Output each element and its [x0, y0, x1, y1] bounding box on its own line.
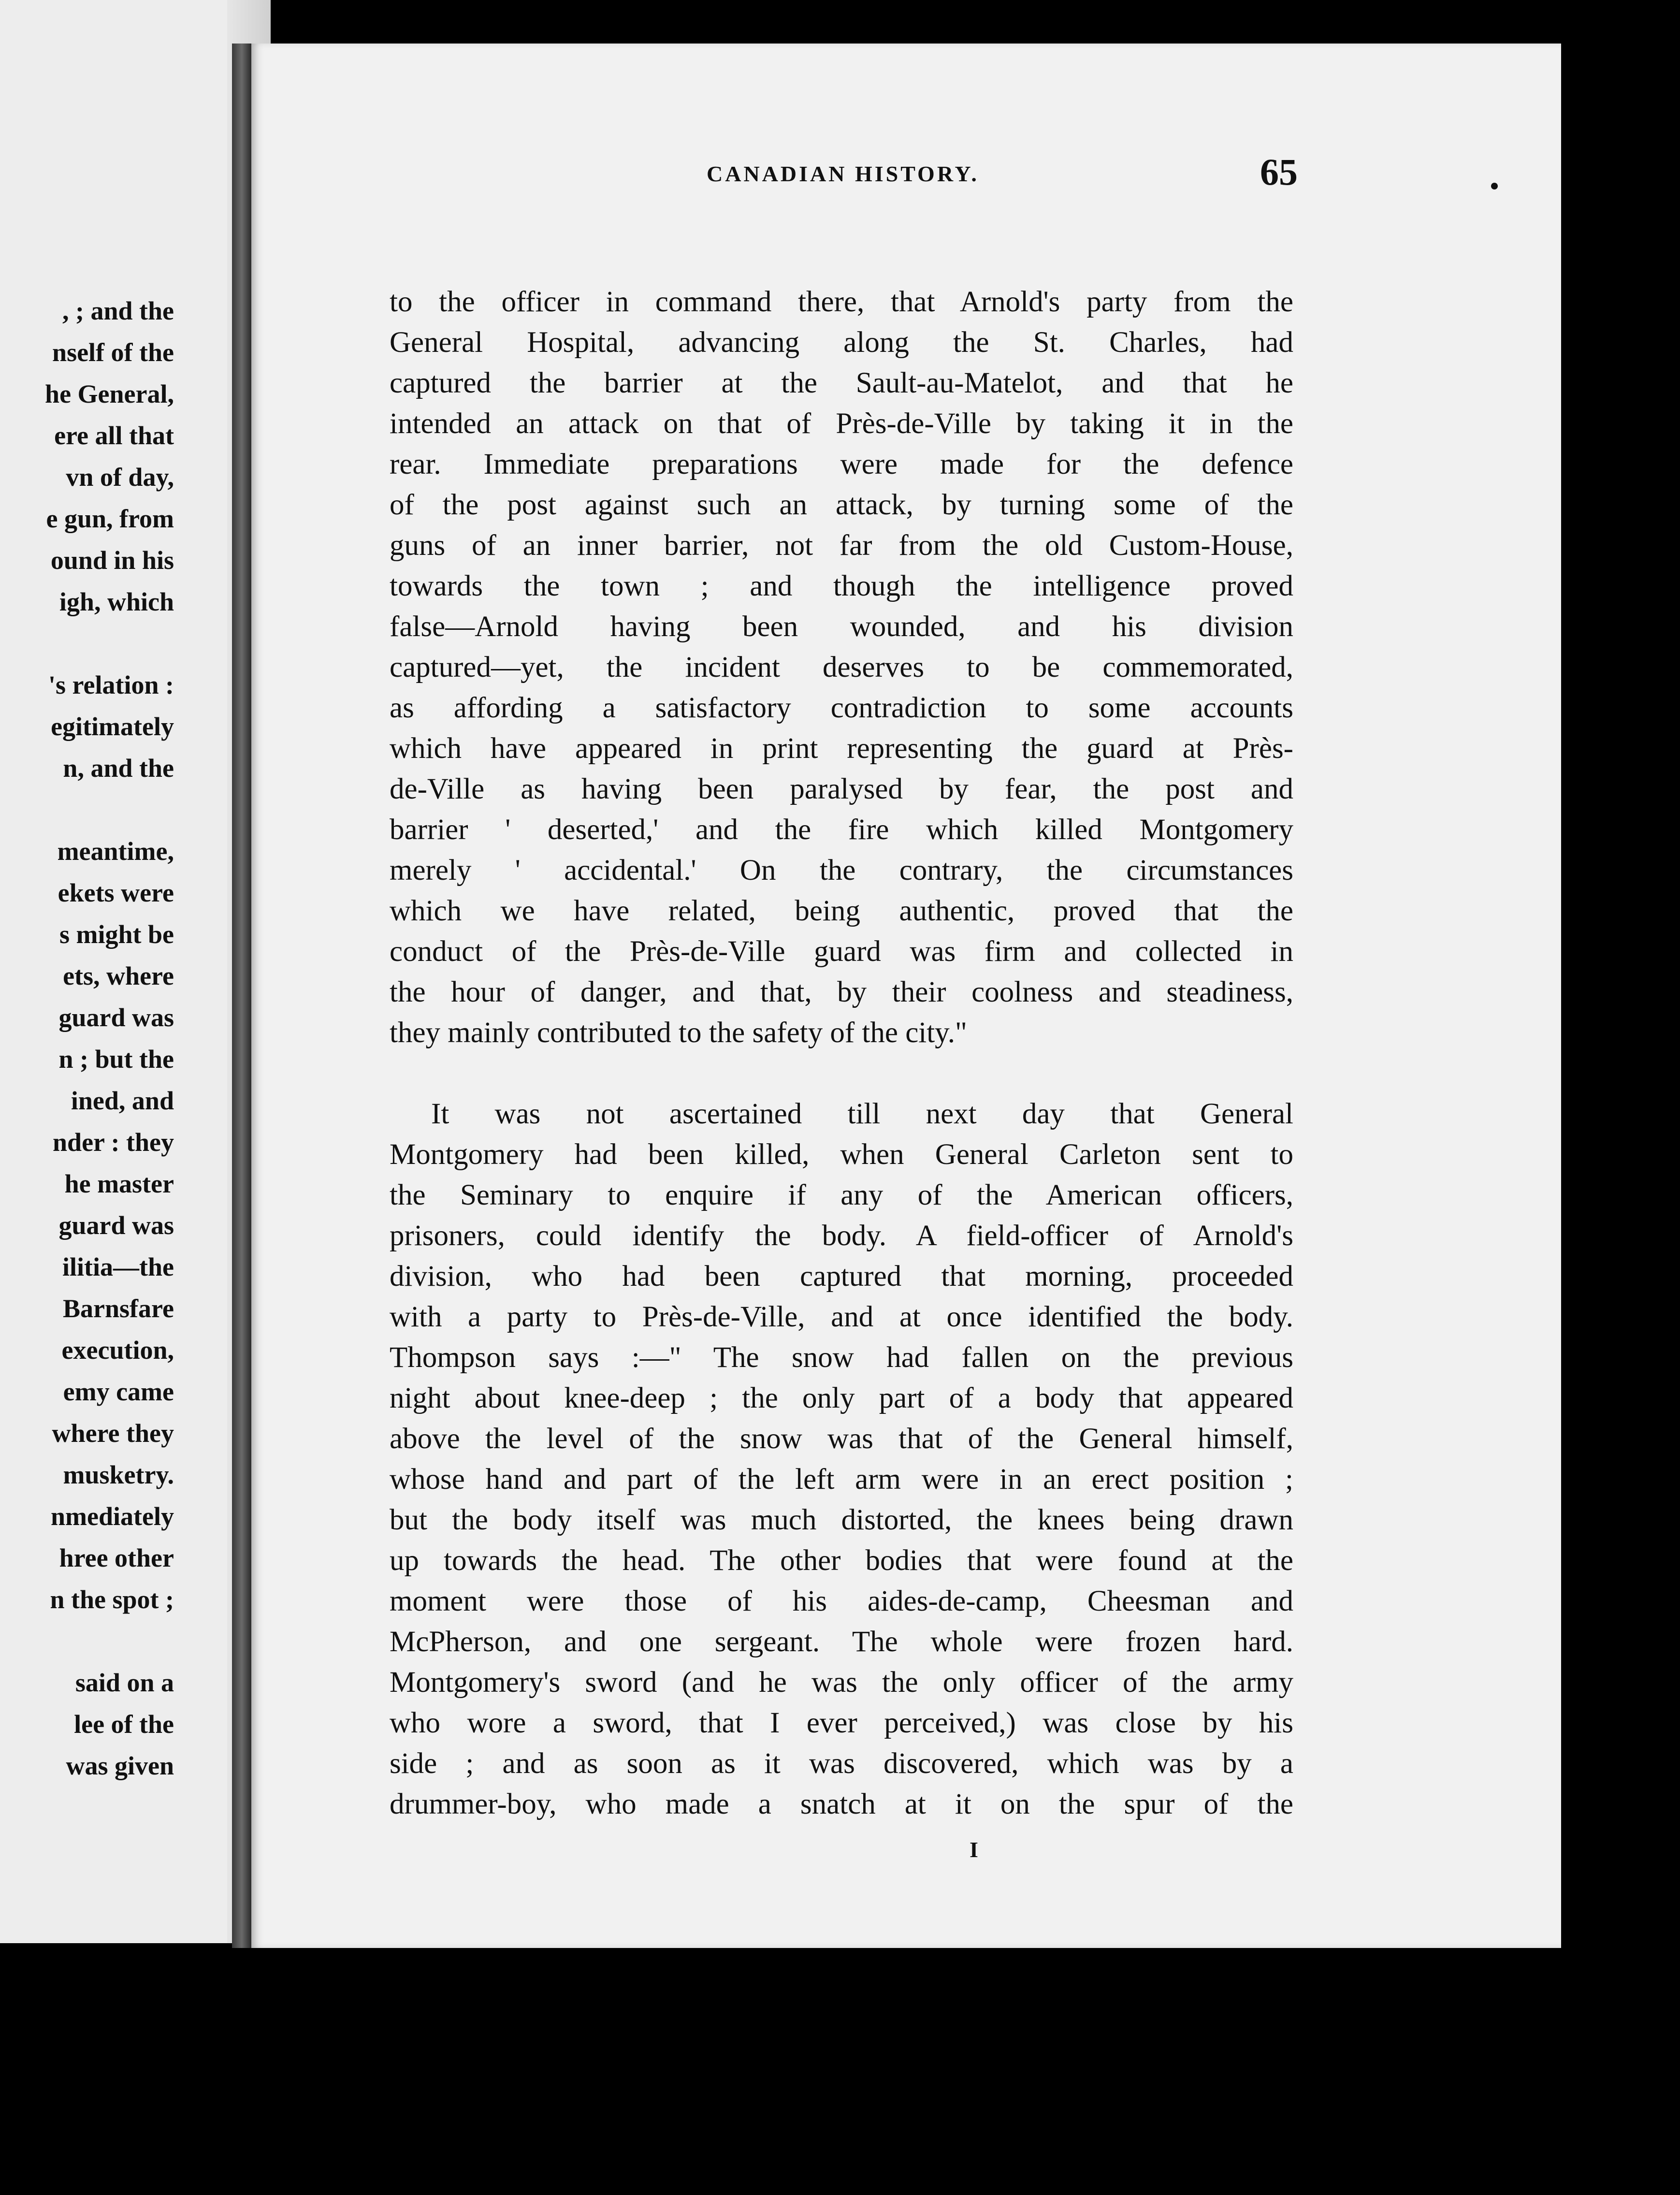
left-line: nder : they — [53, 1128, 174, 1157]
left-line: emy came — [63, 1377, 174, 1406]
body-line: Thompson says :—" The snow had fallen on the previous — [390, 1341, 1293, 1374]
signature-mark: I — [970, 1837, 978, 1862]
body-line: of the post against such an attack, by turning some of the — [390, 489, 1293, 521]
body-line: General Hospital, advancing along the St. Charles, had — [390, 326, 1293, 359]
left-line: s might be — [59, 920, 174, 949]
body-line: with a party to Près-de-Ville, and at once identified the body. — [390, 1301, 1293, 1333]
body-line: side ; and as soon as it was discovered, which was by a — [390, 1747, 1293, 1780]
body-line: Montgomery's sword (and he was the only officer of the army — [390, 1666, 1293, 1699]
left-line: n, and the — [63, 754, 174, 783]
left-line: ined, and — [71, 1086, 174, 1115]
left-line: where they — [52, 1419, 174, 1448]
body-line: as affording a satisfactory contradiction to some accounts — [390, 692, 1293, 724]
body-line: intended an attack on that of Près-de-Ville by taking it in the — [390, 407, 1293, 440]
left-line-gap — [45, 1620, 174, 1662]
body-text — [390, 282, 1293, 1825]
left-line: ets, where — [63, 961, 174, 990]
body-line: towards the town ; and though the intelligence proved — [390, 570, 1293, 602]
body-line: false—Arnold having been wounded, and his division — [390, 611, 1293, 643]
left-line: meantime, — [57, 837, 174, 866]
left-line: n the spot ; — [50, 1585, 174, 1614]
body-line: de-Ville as having been paralysed by fear, the post and — [390, 773, 1293, 805]
left-line: ere all that — [54, 421, 174, 450]
body-line: who wore a sword, that I ever perceived,) was close by his — [390, 1707, 1293, 1739]
left-line: nmediately — [51, 1502, 174, 1531]
book-gutter — [232, 44, 251, 1948]
left-line: he master — [64, 1169, 174, 1198]
body-line: prisoners, could identify the body. A field-officer of Arnold's — [390, 1220, 1293, 1252]
left-line: ekets were — [58, 878, 174, 907]
body-line: up towards the head. The other bodies that were found at the — [390, 1544, 1293, 1577]
body-line: to the officer in command there, that Arnold's party from the — [390, 286, 1293, 318]
left-line-gap — [45, 623, 174, 664]
left-line: igh, which — [59, 587, 174, 616]
body-line: moment were those of his aides-de-camp, Cheesman and — [390, 1585, 1293, 1617]
left-line: he General, — [45, 379, 174, 408]
body-line: whose hand and part of the left arm were in an erect position ; — [390, 1463, 1293, 1496]
body-line: which we have related, being authentic, proved that the — [390, 895, 1293, 927]
body-line: but the body itself was much distorted, the knees being drawn — [390, 1504, 1293, 1536]
left-line: Barnsfare — [63, 1294, 174, 1323]
body-line: merely ' accidental.' On the contrary, the circumstances — [390, 854, 1293, 887]
body-line: night about knee-deep ; the only part of a body that appeared — [390, 1382, 1293, 1414]
body-line: division, who had been captured that morning, proceeded — [390, 1260, 1293, 1293]
running-head: CANADIAN HISTORY. — [707, 161, 979, 186]
left-line: , ; and the — [62, 296, 174, 325]
left-line: was given — [66, 1751, 174, 1780]
left-line: e gun, from — [46, 504, 174, 533]
left-line: hree other — [59, 1543, 174, 1572]
left-line: execution, — [61, 1336, 174, 1365]
left-line: ound in his — [50, 546, 174, 575]
ink-speck — [1491, 183, 1498, 189]
left-line: 's relation : — [48, 670, 174, 699]
left-line: ilitia—the — [62, 1252, 174, 1281]
left-line: guard was — [58, 1003, 174, 1032]
body-line: Montgomery had been killed, when General Carleton sent to — [390, 1138, 1293, 1171]
body-line: captured the barrier at the Sault-au-Matelot, and that he — [390, 367, 1293, 399]
body-line: It was not ascertained till next day that General — [431, 1098, 1293, 1130]
body-line: above the level of the snow was that of the General himself, — [390, 1423, 1293, 1455]
paragraph-gap — [390, 1053, 1293, 1094]
left-line: said on a — [75, 1668, 174, 1697]
body-line: McPherson, and one sergeant. The whole were frozen hard. — [390, 1626, 1293, 1658]
left-line: guard was — [58, 1211, 174, 1240]
page-number: 65 — [1260, 151, 1298, 193]
left-line: nself of the — [52, 338, 174, 367]
left-line: lee of the — [74, 1710, 174, 1739]
body-line: guns of an inner barrier, not far from the old Custom-House, — [390, 529, 1293, 562]
body-line: the Seminary to enquire if any of the American officers, — [390, 1179, 1293, 1211]
left-line: n ; but the — [58, 1045, 174, 1074]
body-line: which have appeared in print representing the guard at Près- — [390, 732, 1293, 765]
left-line-gap — [45, 789, 174, 830]
left-page-fragment — [0, 0, 271, 1943]
left-line: vn of day, — [66, 463, 174, 492]
left-line: musketry. — [63, 1460, 174, 1489]
body-line: rear. Immediate preparations were made for the defence — [390, 448, 1293, 480]
body-line: they mainly contributed to the safety of the city." — [390, 1017, 967, 1049]
body-line: conduct of the Près-de-Ville guard was firm and collected in — [390, 935, 1293, 968]
body-line: captured—yet, the incident deserves to be commemorated, — [390, 651, 1293, 683]
body-line: the hour of danger, and that, by their coolness and steadiness, — [390, 976, 1293, 1008]
left-page-text — [45, 290, 174, 1787]
body-line: barrier ' deserted,' and the fire which killed Montgomery — [390, 814, 1293, 846]
body-line: drummer-boy, who made a snatch at it on the spur of the — [390, 1788, 1293, 1820]
left-line: egitimately — [51, 712, 174, 741]
